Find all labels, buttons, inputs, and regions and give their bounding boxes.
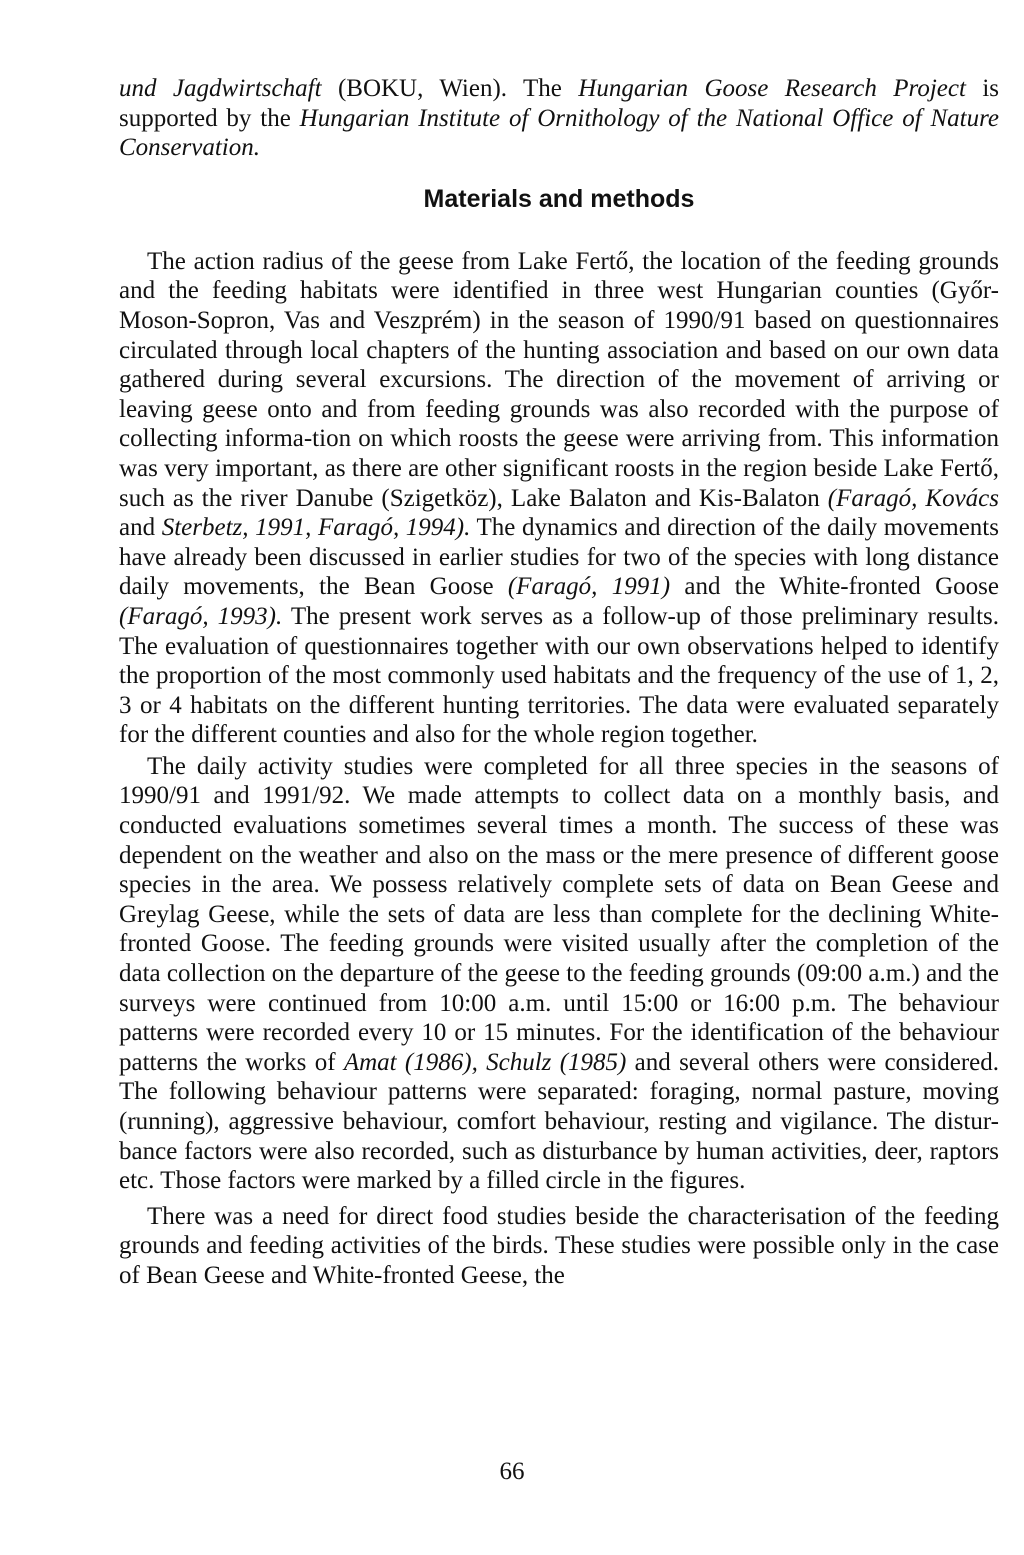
p2-text-2: and several others were considered. The following behaviour patterns were separated: foraging, normal pasture, moving (running), aggressive behaviour, comfort behaviour, resting and vigilance. The distur-bance factors were also recorded, such as disturbance by human activities, deer, raptors etc. Those factors were marked by a filled circle in the figures. (119, 1048, 999, 1195)
page-body (119, 74, 999, 1291)
methods-paragraph-3 (119, 1202, 999, 1291)
p2-text-1: The daily activity studies were completed for all three species in the seasons of 1990/91 and 1991/92. We made attempts to collect data on a monthly basis, and conducted evaluations sometimes several times a month. The success of these was dependent on the weather and also on the mass or the mere presence of different goose species in the area. We possess relatively complete sets of data on Bean Geese and Greylag Geese, while the sets of data are less than complete for the declining White-fronted Goose. The feeding grounds were visited usually after the completion of the data collection on the departure of the geese to the feeding grounds (09:00 a.m.) and the surveys were continued from 10:00 a.m. until 15:00 or 16:00 p.m. The behaviour patterns were recorded every 10 or 15 minutes. For the identification of the behaviour patterns the works of (119, 752, 999, 1076)
p1-citation-3: (Faragó, 1991) (507, 573, 671, 601)
section-heading: Materials and methods (423, 184, 695, 213)
p1-text-5: The present work serves as a follow-up of those preliminary results. The evaluation of questionnaires together with our own observations helped to identify the proportion of the most commonly used habitats and the frequency of the use of 1, 2, 3 or 4 habitats on the different hunting territories. The data were evaluated separately for the different counties and also for the whole region together. (119, 602, 999, 749)
methods-paragraph-2 (119, 752, 999, 1196)
p1-text-1: The action radius of the geese from Lake Fertő, the location of the feeding grounds and the feeding habitats were identified in three west Hungarian counties (Győr-Moson-Sopron, Vas and Veszprém) in the season of 1990/91 based on questionnaires circulated through local chapters of the hunting association and based on our own data gathered during several excursions. The direction of the movement of arriving or leaving geese onto and from feeding grounds was also recorded with the purpose of collecting informa-tion on which roosts the geese were arriving from. This information was very important, as there are other significant roosts in the region beside Lake Fertő, such as the river Danube (Szigetköz), Lake Balaton and Kis-Balaton (119, 247, 999, 512)
p1-text-2: and (119, 514, 162, 542)
p1-text-4: and the White-fronted Goose (670, 573, 999, 601)
p3-text-1: There was a need for direct food studies beside the characterisation of the feeding grounds and feeding activities of the birds. These studies were possible only in the case of Bean Geese and White-fronted Geese, the (119, 1202, 999, 1289)
intro-italic-2: Hungarian Goose Research Project (578, 75, 966, 102)
p2-citation-1: Amat (1986), Schulz (1985) (343, 1048, 627, 1076)
intro-italic-3: Hungarian Institute of Ornithology of the National Office of Nature Conservation. (119, 104, 1000, 162)
intro-text-2: is supported by the (119, 75, 999, 132)
page-number: 66 (499, 1458, 525, 1485)
p1-citation-4: (Faragó, 1993). (119, 602, 283, 630)
intro-italic-1: und Jagdwirtschaft (119, 75, 322, 102)
p1-text-3: The dynamics and direction of the daily movements have already been discussed in earlier studies for two of the species with long distance daily movements, the Bean Goose (119, 514, 999, 601)
intro-text-1: (BOKU, Wien). The (321, 75, 579, 102)
methods-paragraph-1 (119, 247, 999, 750)
p1-citation-1: (Faragó, Kovács (827, 484, 1000, 512)
intro-paragraph (119, 74, 999, 163)
p1-citation-2: Sterbetz, 1991, Faragó, 1994). (161, 514, 471, 542)
